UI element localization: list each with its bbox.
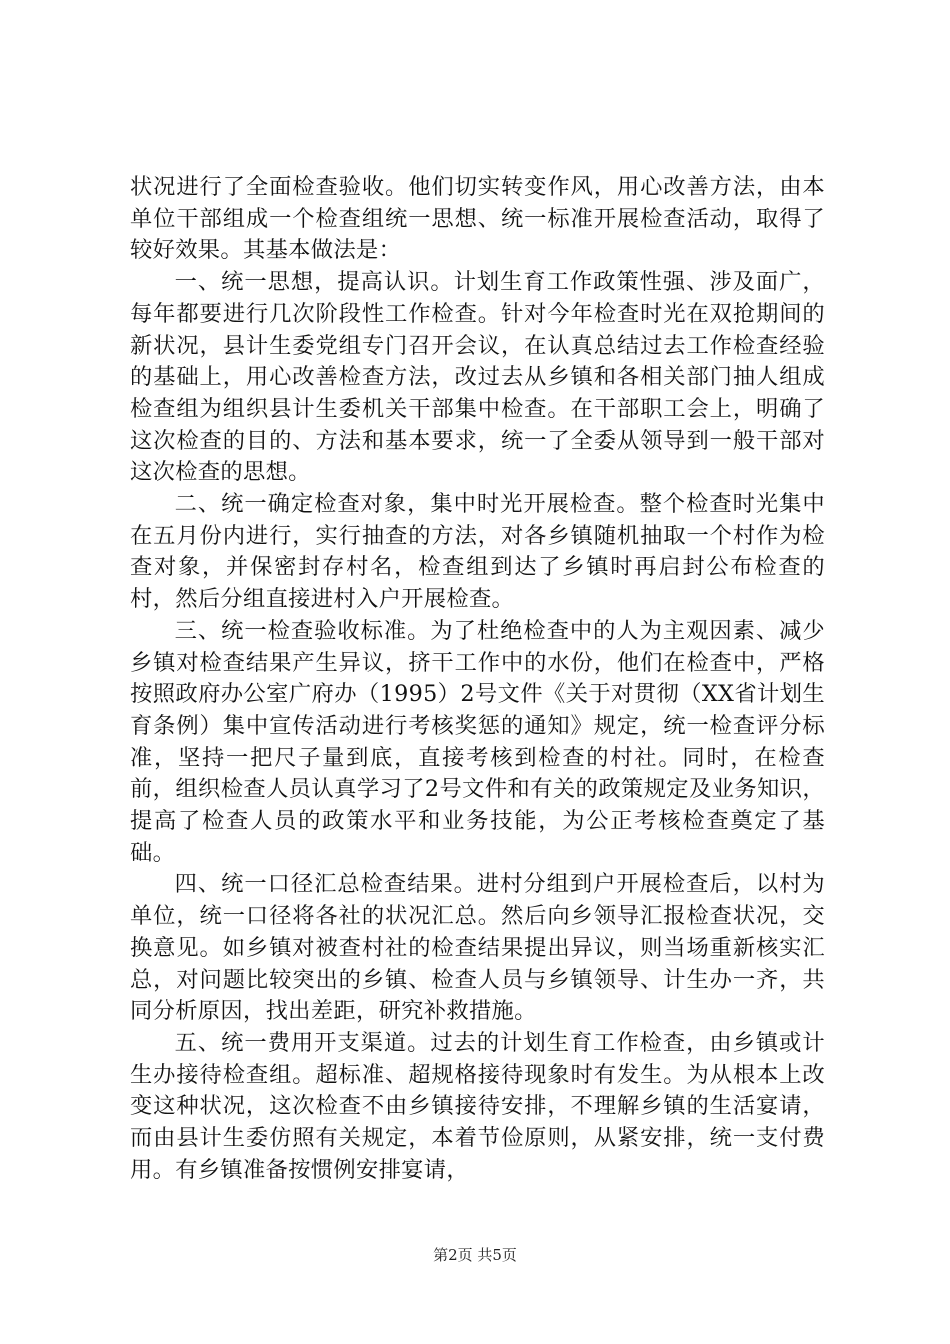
paragraph-section-4: 四、统一口径汇总检查结果。进村分组到户开展检查后，以村为单位，统一口径将各社的状况汇总。然后向乡领导汇报检查状况，交换意见。如乡镇对被查村社的检查结果提出异议，则当场重新核实汇总，对问题比较突出的乡镇、检查人员与乡镇领导、计生办一齐，共同分析原因，找出差距，研究补救措施。 [130,871,825,1025]
paragraph-section-5: 五、统一费用开支渠道。过去的计划生育工作检查，由乡镇或计生办接待检查组。超标准、超规格接待现象时有发生。为从根本上改变这种状况，这次检查不由乡镇接待安排，不理解乡镇的生活宴请，而由县计生委仿照有关规定，本着节俭原则，从紧安排，统一支付费用。有乡镇准备按惯例安排宴请， [130,1029,825,1183]
paragraph-section-1: 一、统一思想，提高认识。计划生育工作政策性强、涉及面广，每年都要进行几次阶段性工作检查。针对今年检查时光在双抢期间的新状况，县计生委党组专门召开会议，在认真总结过去工作检查经验的基础上，用心改善检查方法，改过去从乡镇和各相关部门抽人组成检查组为组织县计生委机关干部集中检查。在干部职工会上，明确了这次检查的目的、方法和基本要求，统一了全委从领导到一般干部对这次检查的思想。 [130,269,825,486]
document-body [130,172,825,1187]
paragraph-section-3: 三、统一检查验收标准。为了杜绝检查中的人为主观因素、减少乡镇对检查结果产生异议，挤干工作中的水份，他们在检查中，严格按照政府办公室广府办（1995）2号文件《关于对贯彻（XX省计划生育条例）集中宣传活动进行考核奖惩的通知》规定，统一检查评分标准，坚持一把尺子量到底，直接考核到检查的村社。同时，在检查前，组织检查人员认真学习了2号文件和有关的政策规定及业务知识，提高了检查人员的政策水平和业务技能，为公正考核检查奠定了基础。 [130,617,825,866]
paragraph-continuation: 状况进行了全面检查验收。他们切实转变作风，用心改善方法，由本单位干部组成一个检查组统一思想、统一标准开展检查活动，取得了较好效果。其基本做法是： [130,174,825,264]
page-footer: 第2页 共5页 [433,1246,517,1264]
paragraph-section-2: 二、统一确定检查对象，集中时光开展检查。整个检查时光集中在五月份内进行，实行抽查的方法，对各乡镇随机抽取一个村作为检查对象，并保密封存村名，检查组到达了乡镇时再启封公布检查的村，然后分组直接进村入户开展检查。 [130,491,825,613]
